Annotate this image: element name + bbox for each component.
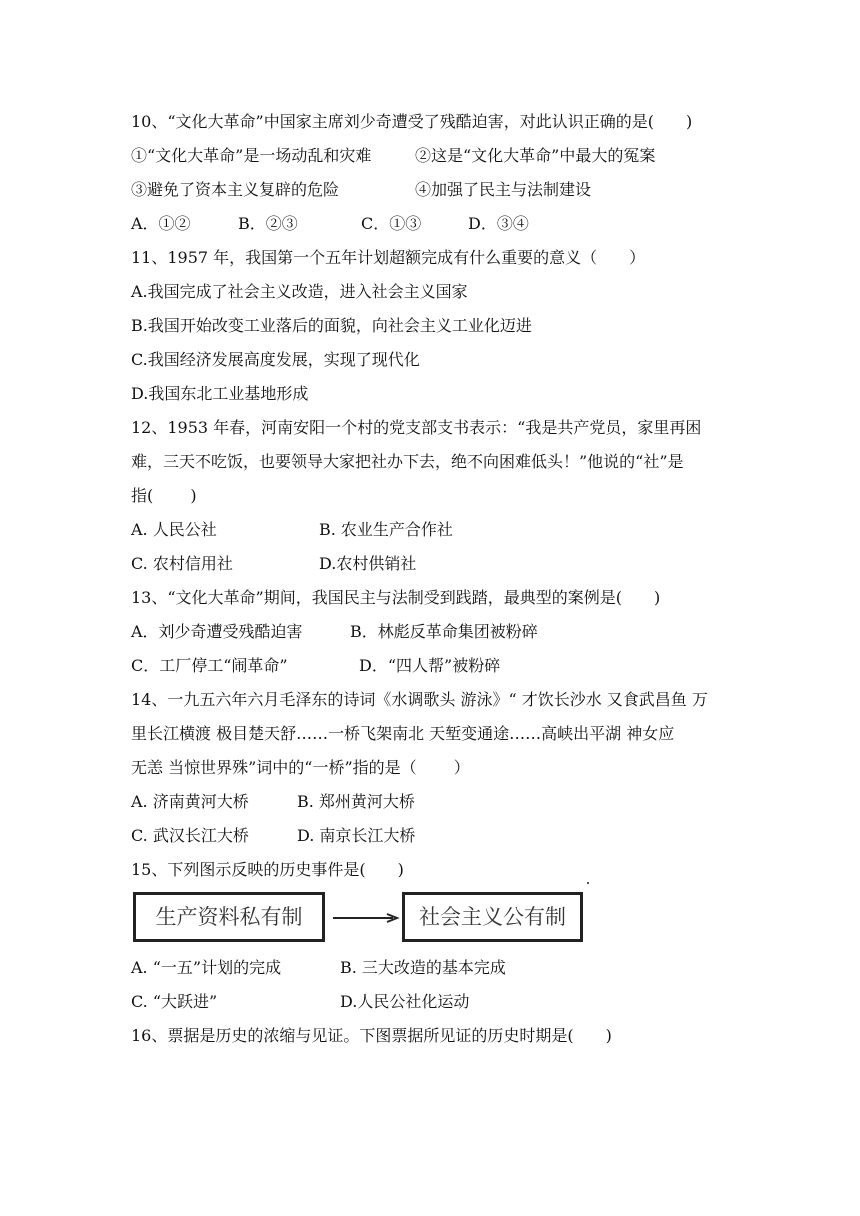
scan-dot: [587, 882, 589, 884]
q11-option-c: C.我国经济发展高度发展，实现了现代化: [131, 350, 420, 369]
q14-stem-line3: 无恙 当惊世界殊”词中的“一桥”指的是（ ）: [131, 758, 470, 777]
q14-option-a: A. 济南黄河大桥: [131, 792, 249, 811]
q10-stem: 10、“文化大革命”中国家主席刘少奇遭受了残酷迫害，对此认识正确的是( ): [131, 112, 693, 131]
q10-item2: ②这是“文化大革命”中最大的冤案: [415, 146, 656, 165]
q12-stem-line2: 难，三天不吃饭，也要领导大家把社办下去，绝不向困难低头！”他说的“社”是: [131, 452, 684, 471]
q15-diagram: [133, 892, 585, 942]
q15-option-c: C. “大跃进”: [131, 992, 218, 1011]
q13-option-c: C．工厂停工“闹革命”: [131, 656, 288, 675]
q15-option-b: B. 三大改造的基本完成: [340, 958, 506, 977]
q13-stem: 13、“文化大革命”期间，我国民主与法制受到践踏，最典型的案例是( ): [131, 588, 661, 607]
q12-stem-line3: 指( ): [131, 486, 197, 505]
diagram-box-private-ownership: 生产资料私有制: [133, 892, 325, 942]
q15-option-a: A. “一五”计划的完成: [131, 958, 282, 977]
q11-option-a: A.我国完成了社会主义改造，进入社会主义国家: [131, 282, 468, 301]
q14-stem-line1: 14、一九五六年六月毛泽东的诗词《水调歌头 游泳》“ 才饮长沙水 又食武昌鱼 万: [131, 690, 708, 709]
q10-option-c: C．①③: [361, 214, 422, 233]
q16-stem: 16、票据是历史的浓缩与见证。下图票据所见证的历史时期是( ): [131, 1026, 612, 1045]
q10-option-a: A．①②: [131, 214, 191, 233]
q12-option-d: D.农村供销社: [319, 554, 417, 573]
q15-option-d: D.人民公社化运动: [340, 992, 470, 1011]
q14-option-b: B. 郑州黄河大桥: [297, 792, 415, 811]
q10-option-b: B．②③: [238, 214, 298, 233]
q12-option-a: A. 人民公社: [131, 520, 217, 539]
q14-stem-line2: 里长江横渡 极目楚天舒……一桥飞架南北 天堑变通途……高峡出平湖 神女应: [131, 724, 675, 743]
q12-option-b: B. 农业生产合作社: [319, 520, 453, 539]
diagram-box-public-ownership: 社会主义公有制: [402, 892, 583, 942]
q11-option-b: B.我国开始改变工业落后的面貌，向社会主义工业化迈进: [131, 316, 532, 335]
q13-option-a: A．刘少奇遭受残酷迫害: [131, 622, 303, 641]
q10-item3: ③避免了资本主义复辟的危险: [131, 180, 340, 199]
q14-option-c: C. 武汉长江大桥: [131, 826, 249, 845]
q13-option-b: B．林彪反革命集团被粉碎: [350, 622, 538, 641]
q11-option-d: D.我国东北工业基地形成: [131, 384, 309, 403]
q14-option-d: D. 南京长江大桥: [297, 826, 416, 845]
q13-option-d: D．“四人帮”被粉碎: [359, 656, 501, 675]
q10-option-d: D．③④: [468, 214, 529, 233]
q10-item4: ④加强了民主与法制建设: [415, 180, 592, 199]
q15-stem: 15、下列图示反映的历史事件是( ): [131, 860, 404, 879]
arrow-right-icon: [331, 913, 401, 923]
q11-stem: 11、1957 年，我国第一个五年计划超额完成有什么重要的意义（ ）: [131, 248, 646, 267]
q12-stem-line1: 12、1953 年春，河南安阳一个村的党支部支书表示：“我是共产党员，家里再困: [131, 418, 702, 437]
q12-option-c: C. 农村信用社: [131, 554, 233, 573]
q10-item1: ①“文化大革命”是一场动乱和灾难: [131, 146, 372, 165]
